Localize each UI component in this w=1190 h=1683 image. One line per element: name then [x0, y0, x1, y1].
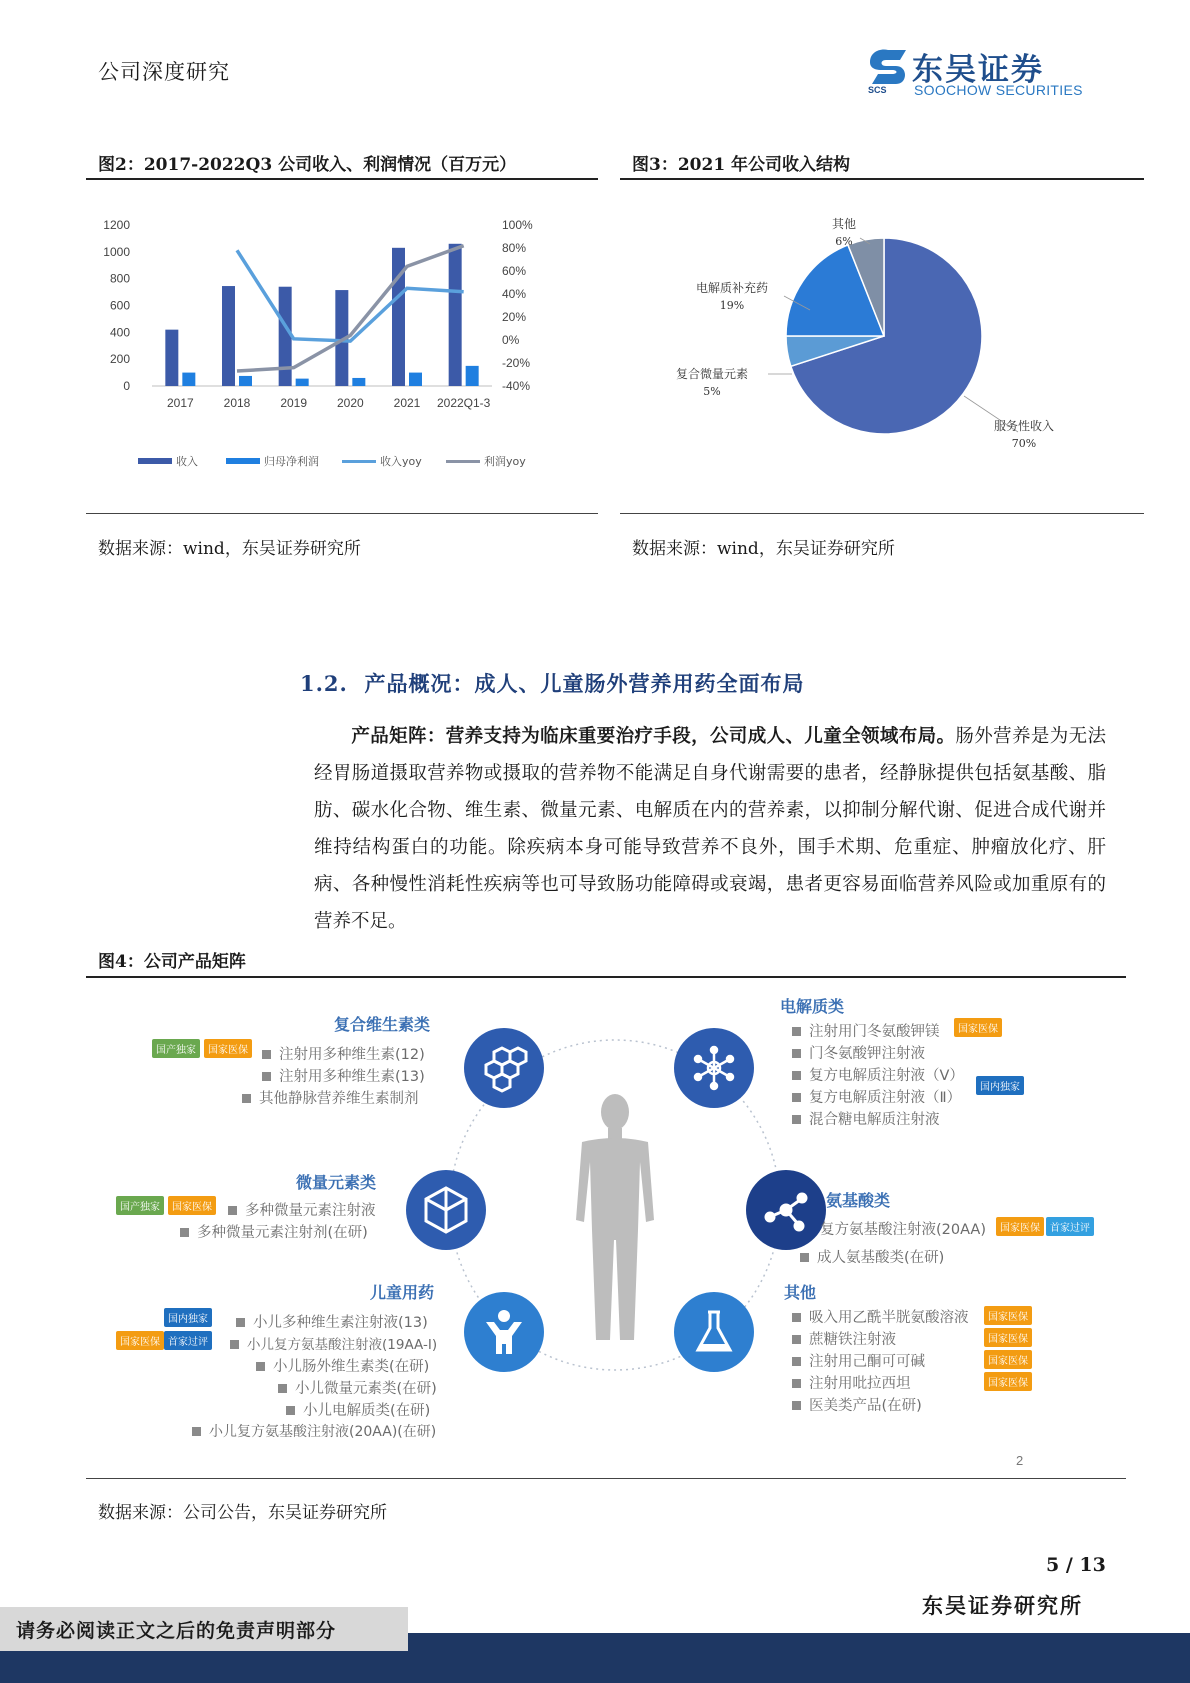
vitamin-item-2: 注射用多种维生素(13) — [262, 1065, 425, 1086]
trace-item-1: 多种微量元素注射液 — [228, 1199, 376, 1220]
y-right-tick-label: 20% — [502, 310, 527, 324]
slice-name-label: 电解质补充药 — [695, 281, 769, 295]
pediatric-item-5: 小儿电解质类(在研) — [286, 1399, 430, 1420]
other-category-icon — [674, 1292, 754, 1372]
figure-2-source: 数据来源：wind，东吴证券研究所 — [98, 539, 361, 559]
figure-4-source: 数据来源：公司公告，东吴证券研究所 — [98, 1503, 387, 1523]
electrolyte-category-icon — [674, 1028, 754, 1108]
y-right-tick-label: 0% — [502, 333, 520, 347]
bullet-icon — [278, 1384, 287, 1393]
badge-domestic-exclusive: 国产独家 — [152, 1039, 200, 1058]
y-right-tick-label: 80% — [502, 241, 527, 255]
slide-number: 2 — [1016, 1453, 1024, 1468]
other-item-5: 医美类产品(在研) — [792, 1394, 922, 1415]
bullet-icon — [792, 1357, 801, 1366]
badge-national-insurance: 国家医保 — [984, 1328, 1032, 1347]
bar-revenue — [279, 287, 292, 386]
figure-4-bottom-rule — [86, 1478, 1126, 1479]
bullet-icon — [230, 1340, 239, 1349]
line-revenue-yoy — [237, 250, 464, 341]
bar-net-profit — [352, 378, 365, 386]
other-item-3: 注射用己酮可可碱 — [792, 1350, 925, 1371]
figure-4-top-rule — [86, 976, 1126, 978]
slice-percent-label: 6% — [835, 235, 853, 248]
bullet-icon — [800, 1253, 809, 1262]
logo-mark-text: SCS — [868, 85, 887, 94]
legend-swatch — [342, 460, 376, 463]
y-right-tick-label: 40% — [502, 287, 527, 301]
revenue-structure-pie — [620, 200, 1144, 500]
vitamin-item-1: 注射用多种维生素(12) — [262, 1043, 425, 1064]
electrolyte-item-3: 复方电解质注射液（Ⅴ） — [792, 1064, 964, 1085]
x-tick-label: 2017 — [166, 396, 194, 410]
x-tick-label: 2019 — [280, 396, 308, 410]
human-body-icon — [560, 1090, 670, 1350]
badge-national-insurance: 国家医保 — [996, 1217, 1044, 1236]
section-number: 1.2. — [300, 671, 348, 696]
y-right-tick-label: 100% — [502, 218, 533, 232]
bullet-icon — [262, 1072, 271, 1081]
bullet-icon — [286, 1406, 295, 1415]
other-item-2: 蔗糖铁注射液 — [792, 1328, 896, 1349]
footer-firm-name: 东吴证券研究所 — [922, 1593, 1083, 1618]
y-left-tick-label: 0 — [123, 379, 130, 393]
y-left-tick-label: 600 — [109, 298, 130, 313]
disclaimer-text: 请务必阅读正文之后的免责声明部分 — [16, 1620, 337, 1642]
section-paragraph — [314, 718, 1106, 940]
bullet-icon — [792, 1093, 801, 1102]
y-left-tick-label: 200 — [109, 352, 130, 367]
vitamin-group-title: 复合维生素类 — [334, 1015, 431, 1034]
bar-revenue — [222, 286, 235, 386]
y-right-tick-label: -20% — [502, 356, 531, 370]
y-left-tick-label: 800 — [109, 271, 130, 286]
bullet-icon — [792, 1115, 801, 1124]
paragraph-lead: 产品矩阵：营养支持为临床重要治疗手段，公司成人、儿童全领域布局。 — [351, 726, 956, 747]
section-heading — [300, 668, 804, 698]
y-left-tick-label: 1000 — [103, 244, 130, 259]
bar-net-profit — [296, 379, 309, 386]
bar-net-profit — [182, 373, 195, 386]
bullet-icon — [256, 1362, 265, 1371]
figure-2-top-rule — [86, 178, 598, 180]
y-left-tick-label: 400 — [109, 325, 130, 340]
slice-percent-label: 5% — [703, 385, 721, 398]
bullet-icon — [262, 1050, 271, 1059]
slice-name-label: 复合微量元素 — [675, 367, 749, 381]
document-type: 公司深度研究 — [98, 60, 230, 84]
legend-label: 收入 — [176, 455, 198, 468]
figure-4-title: 图4：公司产品矩阵 — [98, 952, 246, 972]
badge-national-insurance: 国家医保 — [984, 1306, 1032, 1325]
amino-item-1: 复方氨基酸注射液(20AA) — [820, 1222, 987, 1238]
figure-2-title: 图2：2017-2022Q3 公司收入、利润情况（百万元） — [98, 155, 517, 175]
badge-domestic-unique: 国内独家 — [976, 1076, 1024, 1095]
legend-label: 归母净利润 — [264, 455, 319, 468]
brand-logo-icon — [866, 44, 910, 94]
bar-revenue — [449, 244, 462, 386]
bar-net-profit — [466, 366, 479, 386]
pediatric-category-icon — [464, 1292, 544, 1372]
trace-group-title: 微量元素类 — [296, 1173, 377, 1192]
brand-name-cn: 东吴证券 — [912, 52, 1044, 88]
badge-national-insurance: 国家医保 — [954, 1018, 1002, 1037]
vitamin-item-3: 其他静脉营养维生素制剂 — [242, 1087, 419, 1108]
bullet-icon — [192, 1427, 201, 1436]
legend-label: 收入yoy — [380, 455, 422, 468]
pediatric-item-4: 小儿微量元素类(在研) — [278, 1377, 437, 1398]
electrolyte-group-title: 电解质类 — [780, 997, 845, 1016]
line-profit-yoy — [237, 246, 464, 371]
other-group-title: 其他 — [784, 1283, 817, 1302]
pediatric-item-1: 小儿多种维生素注射液(13) — [236, 1311, 428, 1332]
bar-revenue — [165, 330, 178, 386]
brand-name-en: SOOCHOW SECURITIES — [914, 82, 1083, 98]
x-tick-label: 2020 — [336, 396, 364, 410]
pediatric-item-2: 小儿复方氨基酸注射液(19AA-Ⅰ) — [230, 1333, 437, 1353]
x-tick-label: 2018 — [223, 396, 251, 410]
pediatric-item-6: 小儿复方氨基酸注射液(20AA)(在研) — [192, 1421, 436, 1441]
bullet-icon — [180, 1228, 189, 1237]
legend-label: 利润yoy — [484, 455, 526, 468]
badge-national-insurance: 国家医保 — [984, 1350, 1032, 1369]
bullet-icon — [792, 1049, 801, 1058]
vitamin-category-icon — [464, 1028, 544, 1108]
pediatric-item-3: 小儿肠外维生素类(在研) — [256, 1355, 429, 1376]
slice-name-label: 服务性收入 — [993, 419, 1055, 433]
bullet-icon — [792, 1335, 801, 1344]
bar-net-profit — [239, 376, 252, 386]
revenue-profit-chart — [86, 200, 598, 480]
paragraph-body: 肠外营养是为无法经胃肠道摄取营养物或摄取的营养物不能满足自身代谢需要的患者，经静脉提供包括氨基酸、脂肪、碳水化合物、维生素、微量元素、电解质在内的营养素，以抑制分解代谢、促进合成代谢并维持结构蛋白的功能。除疾病本身可能导致营养不良外，围手术期、危重症、肿瘤放化疗、肝病、各种慢性消耗性疾病等也可导致肠功能障碍或衰竭，患者更容易面临营养风险或加重原有的营养不足。 — [314, 726, 1106, 932]
bullet-icon — [792, 1027, 801, 1036]
slice-name-label: 其他 — [831, 217, 857, 231]
trace-item-2: 多种微量元素注射剂(在研) — [180, 1221, 368, 1242]
section-title: 产品概况：成人、儿童肠外营养用药全面布局 — [364, 671, 805, 696]
y-right-tick-label: -40% — [502, 379, 531, 393]
page-number: 5 / 13 — [1046, 1554, 1106, 1576]
figure-3-top-rule — [620, 178, 1144, 180]
amino-group-title: 氨基酸类 — [826, 1191, 891, 1210]
legend-swatch — [446, 460, 480, 463]
figure-3-source: 数据来源：wind，东吴证券研究所 — [632, 539, 895, 559]
bullet-icon — [792, 1401, 801, 1410]
amino-item-2: 成人氨基酸类(在研) — [800, 1246, 944, 1267]
bullet-icon — [792, 1379, 801, 1388]
badge-domestic-unique: 国内独家 — [164, 1308, 212, 1327]
amino-acid-category-icon — [746, 1170, 826, 1250]
bullet-icon — [792, 1071, 801, 1080]
legend-swatch — [138, 458, 172, 464]
badge-national-insurance: 国家医保 — [204, 1039, 252, 1058]
slice-percent-label: 70% — [1011, 437, 1037, 450]
legend-swatch — [226, 458, 260, 464]
other-item-4: 注射用吡拉西坦 — [792, 1372, 911, 1393]
slice-percent-label: 19% — [719, 299, 745, 312]
figure-3-bottom-rule — [620, 513, 1144, 514]
electrolyte-item-1: 注射用门冬氨酸钾镁 — [792, 1020, 940, 1041]
badge-national-insurance: 国家医保 — [168, 1196, 216, 1215]
bullet-icon — [236, 1318, 245, 1327]
y-left-tick-label: 1200 — [103, 218, 130, 232]
electrolyte-item-4: 复方电解质注射液（Ⅱ） — [792, 1086, 961, 1107]
trace-element-category-icon — [406, 1170, 486, 1250]
badge-domestic-exclusive: 国产独家 — [116, 1196, 164, 1215]
figure-3-title: 图3：2021 年公司收入结构 — [632, 155, 851, 175]
badge-national-insurance: 国家医保 — [984, 1372, 1032, 1391]
electrolyte-item-5: 混合糖电解质注射液 — [792, 1108, 940, 1129]
x-tick-label: 2021 — [393, 396, 421, 410]
badge-first-approval: 首家过评 — [164, 1331, 212, 1350]
badge-national-insurance: 国家医保 — [116, 1331, 164, 1350]
bullet-icon — [792, 1313, 801, 1322]
figure-2-bottom-rule — [86, 513, 598, 514]
y-right-tick-label: 60% — [502, 264, 527, 278]
other-item-1: 吸入用乙酰半胱氨酸溶液 — [792, 1306, 969, 1327]
x-tick-label: 2022Q1-3 — [436, 396, 491, 410]
electrolyte-item-2: 门冬氨酸钾注射液 — [792, 1042, 925, 1063]
badge-first-approval: 首家过评 — [1046, 1217, 1094, 1236]
pediatric-group-title: 儿童用药 — [370, 1283, 435, 1302]
bullet-icon — [228, 1206, 237, 1215]
bar-net-profit — [409, 373, 422, 386]
bullet-icon — [242, 1094, 251, 1103]
